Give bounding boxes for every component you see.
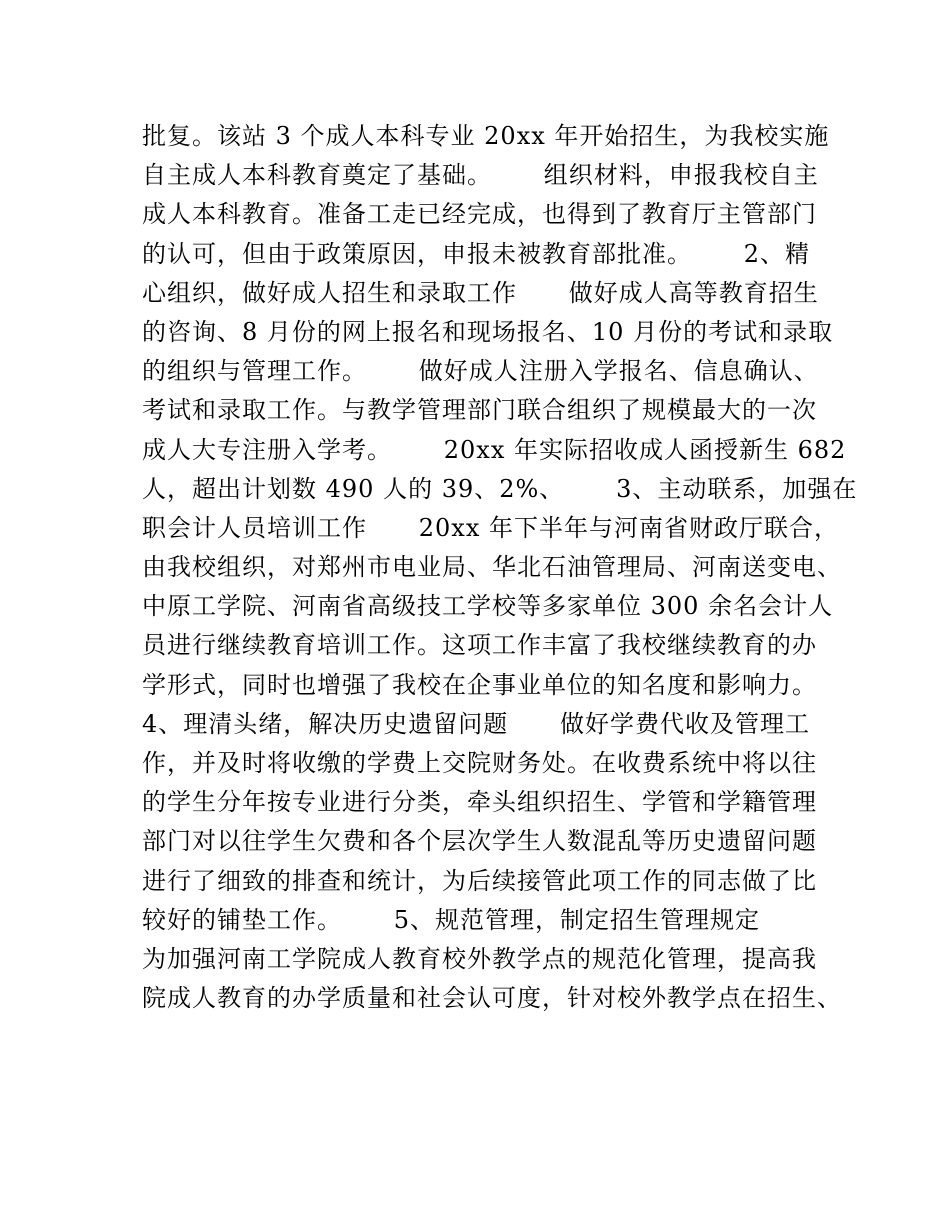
text-line-22: 为加强河南工学院成人教育校外教学点的规范化管理，提高我 [142, 944, 817, 973]
text-line-20: 进行了细致的排查和统计，为后续接管此项工作的同志做了比 [142, 866, 817, 895]
text-line-2: 自主成人本科教育奠定了基础。 组织材料，申报我校自主 [142, 161, 819, 190]
text-line-21: 较好的铺垫工作。 5、规范管理，制定招生管理规定 [142, 905, 761, 934]
text-line-9: 成人大专注册入学考。 20xx 年实际招收成人函授新生 682 [142, 435, 847, 464]
text-line-5: 心组织，做好成人招生和录取工作 做好成人高等教育招生 [142, 278, 819, 307]
text-line-14: 员进行继续教育培训工作。这项工作丰富了我校继续教育的办 [142, 631, 817, 660]
text-line-17: 作，并及时将收缴的学费上交院财务处。在收费系统中将以往 [142, 749, 817, 777]
text-line-13: 中原工学院、河南省高级技工学校等多家单位 300 余名会计人 [142, 592, 834, 621]
text-line-4: 的认可，但由于政策原因，申报未被教育部批准。 2、精 [142, 239, 811, 268]
text-line-16: 4、理清头绪，解决历史遗留问题 做好学费代收及管理工 [142, 709, 811, 738]
text-line-23: 院成人教育的办学质量和社会认可度，针对校外教学点在招生、 [142, 984, 842, 1013]
text-line-1: 批复。该站 3 个成人本科专业 20xx 年开始招生，为我校实施 [142, 122, 830, 150]
text-line-10: 人，超出计划数 490 人的 39、2%、 3、主动联系，加强在 [142, 474, 858, 503]
text-line-7: 的组织与管理工作。 做好成人注册入学报名、信息确认、 [142, 357, 819, 386]
text-line-19: 部门对以往学生欠费和各个层次学生人数混乱等历史遗留问题 [142, 827, 817, 856]
text-line-8: 考试和录取工作。与教学管理部门联合组织了规模最大的一次 [142, 396, 817, 425]
text-line-12: 由我校组织，对郑州市电业局、华北石油管理局、河南送变电、 [142, 553, 842, 582]
text-line-18: 的学生分年按专业进行分类，牵头组织招生、学管和学籍管理 [142, 788, 817, 817]
document-body [142, 117, 858, 1018]
text-line-15: 学形式，同时也增强了我校在企事业单位的知名度和影响力。 [142, 670, 817, 699]
text-line-6: 的咨询、8 月份的网上报名和现场报名、10 月份的考试和录取 [142, 317, 834, 346]
text-line-11: 职会计人员培训工作 20xx 年下半年与河南省财政厅联合， [142, 513, 840, 542]
text-line-3: 成人本科教育。准备工走已经完成，也得到了教育厅主管部门 [142, 200, 817, 229]
